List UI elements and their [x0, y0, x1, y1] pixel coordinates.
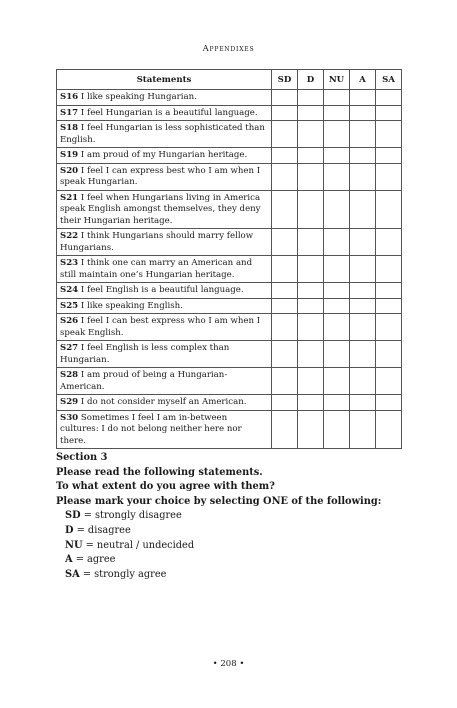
response-cell-sd[interactable] [272, 410, 298, 449]
response-cell-d[interactable] [298, 283, 324, 299]
response-cell-sd[interactable] [272, 121, 298, 148]
statement-cell [57, 410, 272, 449]
legend-item [65, 509, 416, 524]
statement-text: I think one can marry an American and still maintain one’s Hungarian heritage. [60, 258, 253, 280]
response-cell-a[interactable] [350, 256, 376, 283]
legend-item [65, 568, 416, 583]
table-row [57, 229, 402, 256]
table-header-row [57, 70, 402, 90]
legend-meaning: = neutral / undecided [82, 539, 195, 551]
running-head: Appendixes [202, 44, 255, 54]
column-header-statements: Statements [57, 70, 272, 90]
statement-cell [57, 395, 272, 411]
response-cell-sd[interactable] [272, 190, 298, 229]
response-cell-nu[interactable] [324, 105, 350, 121]
statement-text: I feel I can best express who I am when I speak English. [60, 316, 261, 338]
statement-id: S17 [60, 107, 79, 118]
response-cell-nu[interactable] [324, 256, 350, 283]
statement-text: I feel English is a beautiful language. [80, 285, 244, 295]
statement-text: I feel English is less complex than Hungarian. [60, 343, 230, 365]
statement-text: I feel Hungarian is a beautiful language. [80, 107, 258, 118]
page-number: • 208 • [212, 659, 245, 669]
table-row [57, 298, 402, 314]
response-cell-sd[interactable] [272, 314, 298, 341]
statement-text: I feel I can express best who I am when I speak Hungarian. [60, 165, 261, 187]
response-cell-nu[interactable] [324, 410, 350, 449]
response-cell-sd[interactable] [272, 90, 298, 106]
response-cell-nu[interactable] [324, 229, 350, 256]
response-cell-sa[interactable] [376, 395, 402, 411]
statement-cell [57, 229, 272, 256]
table-row [57, 368, 402, 395]
response-cell-sa[interactable] [376, 298, 402, 314]
statement-cell [57, 298, 272, 314]
legend-item [65, 553, 416, 568]
statement-text: I feel when Hungarians living in America speak English amongst themselves, they deny their Hungarian heritage. [60, 192, 261, 226]
response-cell-a[interactable] [350, 395, 376, 411]
response-cell-d[interactable] [298, 256, 324, 283]
response-cell-sa[interactable] [376, 256, 402, 283]
survey-table [56, 69, 402, 449]
response-cell-sd[interactable] [272, 163, 298, 190]
instruction-mark: Please mark your choice by selecting ONE of the following: [56, 495, 382, 507]
table-row [57, 341, 402, 368]
section-heading: Section 3 [56, 452, 108, 463]
statement-cell [57, 341, 272, 368]
response-cell-sd[interactable] [272, 105, 298, 121]
response-cell-a[interactable] [350, 341, 376, 368]
column-header-sd: SD [272, 70, 298, 90]
statement-text: I am proud of my Hungarian heritage. [80, 150, 248, 160]
statement-id: S25 [60, 300, 79, 311]
column-header-nu: NU [324, 70, 350, 90]
table-row [57, 163, 402, 190]
statement-cell [57, 148, 272, 164]
response-cell-sa[interactable] [376, 163, 402, 190]
response-cell-a[interactable] [350, 410, 376, 449]
response-cell-nu[interactable] [324, 395, 350, 411]
response-cell-d[interactable] [298, 121, 324, 148]
response-cell-d[interactable] [298, 229, 324, 256]
statement-id: S24 [60, 285, 79, 295]
legend-abbr: SA [65, 568, 80, 580]
response-cell-nu[interactable] [324, 368, 350, 395]
response-cell-sa[interactable] [376, 410, 402, 449]
response-cell-nu[interactable] [324, 121, 350, 148]
response-cell-a[interactable] [350, 163, 376, 190]
response-cell-nu[interactable] [324, 148, 350, 164]
response-cell-nu[interactable] [324, 90, 350, 106]
response-cell-nu[interactable] [324, 341, 350, 368]
table-row [57, 90, 402, 106]
response-cell-nu[interactable] [324, 163, 350, 190]
statement-id: S23 [60, 258, 79, 268]
statement-id: S30 [60, 412, 79, 423]
response-cell-d[interactable] [298, 148, 324, 164]
response-cell-sd[interactable] [272, 298, 298, 314]
legend-meaning: = strongly agree [79, 568, 167, 580]
table-row [57, 105, 402, 121]
table-row [57, 283, 402, 299]
response-cell-nu[interactable] [324, 283, 350, 299]
response-cell-sd[interactable] [272, 256, 298, 283]
response-cell-a[interactable] [350, 90, 376, 106]
statement-id: S16 [60, 92, 79, 102]
instruction-extent: To what extent do you agree with them? [56, 481, 275, 493]
statement-id: S18 [60, 123, 79, 133]
response-cell-sd[interactable] [272, 148, 298, 164]
response-cell-sa[interactable] [376, 105, 402, 121]
response-cell-sa[interactable] [376, 190, 402, 229]
statement-text: Sometimes I feel I am in-between cultures: I do not belong neither here nor there. [60, 412, 242, 446]
table-row [57, 256, 402, 283]
statement-id: S26 [60, 316, 79, 326]
response-cell-d[interactable] [298, 298, 324, 314]
response-cell-sd[interactable] [272, 395, 298, 411]
response-cell-a[interactable] [350, 314, 376, 341]
statement-id: S27 [60, 343, 79, 353]
statement-id: S22 [60, 231, 79, 241]
response-cell-d[interactable] [298, 163, 324, 190]
response-cell-a[interactable] [350, 283, 376, 299]
response-cell-sa[interactable] [376, 229, 402, 256]
response-cell-d[interactable] [298, 314, 324, 341]
table-row [57, 410, 402, 449]
statement-id: S20 [60, 165, 79, 176]
response-cell-sa[interactable] [376, 121, 402, 148]
statement-cell [57, 105, 272, 121]
response-cell-a[interactable] [350, 190, 376, 229]
response-cell-a[interactable] [350, 105, 376, 121]
legend-meaning: = agree [72, 554, 116, 566]
legend-item [65, 539, 416, 554]
response-cell-sa[interactable] [376, 341, 402, 368]
response-cell-nu[interactable] [324, 314, 350, 341]
response-cell-sd[interactable] [272, 283, 298, 299]
statement-cell [57, 90, 272, 106]
response-cell-d[interactable] [298, 395, 324, 411]
response-cell-d[interactable] [298, 90, 324, 106]
statement-cell [57, 256, 272, 283]
response-cell-a[interactable] [350, 298, 376, 314]
table-row [57, 190, 402, 229]
response-cell-nu[interactable] [324, 298, 350, 314]
table-row [57, 314, 402, 341]
instruction-read: Please read the following statements. [56, 466, 263, 478]
statement-cell [57, 283, 272, 299]
legend-abbr: A [65, 554, 73, 566]
response-cell-sa[interactable] [376, 148, 402, 164]
statement-id: S28 [60, 370, 79, 380]
response-cell-sd[interactable] [272, 341, 298, 368]
legend-abbr: D [65, 524, 74, 536]
column-header-sa: SA [376, 70, 402, 90]
response-cell-sa[interactable] [376, 314, 402, 341]
statement-id: S19 [60, 150, 79, 160]
legend-meaning: = strongly disagree [80, 510, 182, 522]
response-cell-d[interactable] [298, 190, 324, 229]
column-header-a: A [350, 70, 376, 90]
response-cell-d[interactable] [298, 368, 324, 395]
section-3 [56, 451, 416, 582]
statement-text: I feel Hungarian is less sophisticated than English. [60, 123, 265, 145]
table-row [57, 148, 402, 164]
scale-legend [56, 509, 416, 582]
statement-text: I do not consider myself an American. [80, 397, 247, 407]
response-cell-d[interactable] [298, 341, 324, 368]
legend-abbr: NU [65, 539, 83, 551]
statement-text: I like speaking English. [80, 300, 183, 311]
table-row [57, 395, 402, 411]
statement-id: S29 [60, 397, 79, 407]
response-cell-a[interactable] [350, 229, 376, 256]
response-cell-d[interactable] [298, 105, 324, 121]
response-cell-sd[interactable] [272, 229, 298, 256]
statement-cell [57, 163, 272, 190]
statement-cell [57, 190, 272, 229]
response-cell-a[interactable] [350, 148, 376, 164]
statement-text: I am proud of being a Hungarian-American. [60, 370, 228, 392]
table-row [57, 121, 402, 148]
statement-id: S21 [60, 192, 79, 203]
statement-text: I think Hungarians should marry fellow Hungarians. [60, 231, 254, 253]
response-cell-a[interactable] [350, 121, 376, 148]
response-cell-d[interactable] [298, 410, 324, 449]
column-header-d: D [298, 70, 324, 90]
statement-text: I like speaking Hungarian. [80, 92, 197, 102]
response-cell-sa[interactable] [376, 368, 402, 395]
response-cell-sa[interactable] [376, 283, 402, 299]
response-cell-nu[interactable] [324, 190, 350, 229]
legend-meaning: = disagree [73, 524, 131, 536]
legend-item [65, 524, 416, 539]
response-cell-sd[interactable] [272, 368, 298, 395]
response-cell-sa[interactable] [376, 90, 402, 106]
statement-cell [57, 368, 272, 395]
response-cell-a[interactable] [350, 368, 376, 395]
statement-cell [57, 314, 272, 341]
legend-abbr: SD [65, 510, 81, 522]
statement-cell [57, 121, 272, 148]
